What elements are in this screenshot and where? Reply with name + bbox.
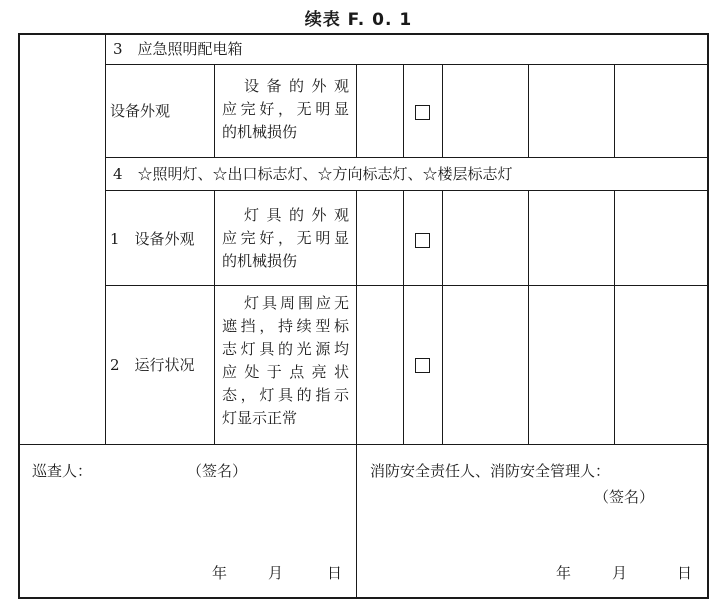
date-year-left: 年 [212, 564, 228, 582]
row-requirement: 灯具周围应无 遮挡，持续型标 志灯具的光源均 应处于点亮状 态，灯具的指示 灯显示正常 [222, 294, 349, 427]
row-divider [105, 157, 708, 158]
col-divider [403, 190, 404, 444]
footer-divider [19, 444, 708, 445]
table-border-left [18, 33, 20, 599]
col-divider [442, 190, 443, 444]
inspector-label: 巡查人： [32, 462, 93, 480]
date-year-right: 年 [556, 564, 572, 582]
table-title: 续表 F. 0. 1 [304, 10, 413, 30]
table-border-right [707, 33, 709, 599]
inspector-signature: （签名） [187, 462, 248, 480]
table-border-bottom [18, 597, 709, 599]
row-divider [105, 285, 708, 286]
date-month-left: 月 [268, 564, 284, 582]
col-divider [356, 190, 357, 444]
row-item-label: 2 运行状况 [110, 356, 195, 374]
row-checkbox[interactable] [415, 233, 430, 248]
col-divider [356, 64, 357, 157]
footer-col-divider [356, 444, 357, 598]
row-divider [105, 190, 708, 191]
col-divider [214, 190, 215, 444]
col-divider [614, 64, 615, 157]
row-item-label: 设备外观 [110, 102, 171, 120]
row-checkbox[interactable] [415, 358, 430, 373]
table-border-top [18, 33, 709, 35]
col-divider [528, 64, 529, 157]
row-requirement: 灯具的外观 应完好，无明显 的机械损伤 [222, 206, 349, 270]
section-4-header: 4 ☆照明灯、☆出口标志灯、☆方向标志灯、☆楼层标志灯 [113, 165, 513, 183]
col-divider [528, 190, 529, 444]
section-3-header: 3 应急照明配电箱 [113, 40, 243, 58]
col-divider [442, 64, 443, 157]
row-requirement: 设备的外观 应完好，无明显 的机械损伤 [222, 77, 349, 141]
manager-label: 消防安全责任人、消防安全管理人： [370, 462, 611, 480]
date-day-left: 日 [327, 564, 343, 582]
date-day-right: 日 [677, 564, 693, 582]
col-divider [214, 64, 215, 157]
col-divider [105, 34, 106, 444]
row-divider [105, 64, 708, 65]
row-item-label: 1 设备外观 [110, 230, 195, 248]
manager-signature: （签名） [594, 488, 655, 506]
date-month-right: 月 [612, 564, 628, 582]
row-checkbox[interactable] [415, 105, 430, 120]
col-divider [403, 64, 404, 157]
col-divider [614, 190, 615, 444]
